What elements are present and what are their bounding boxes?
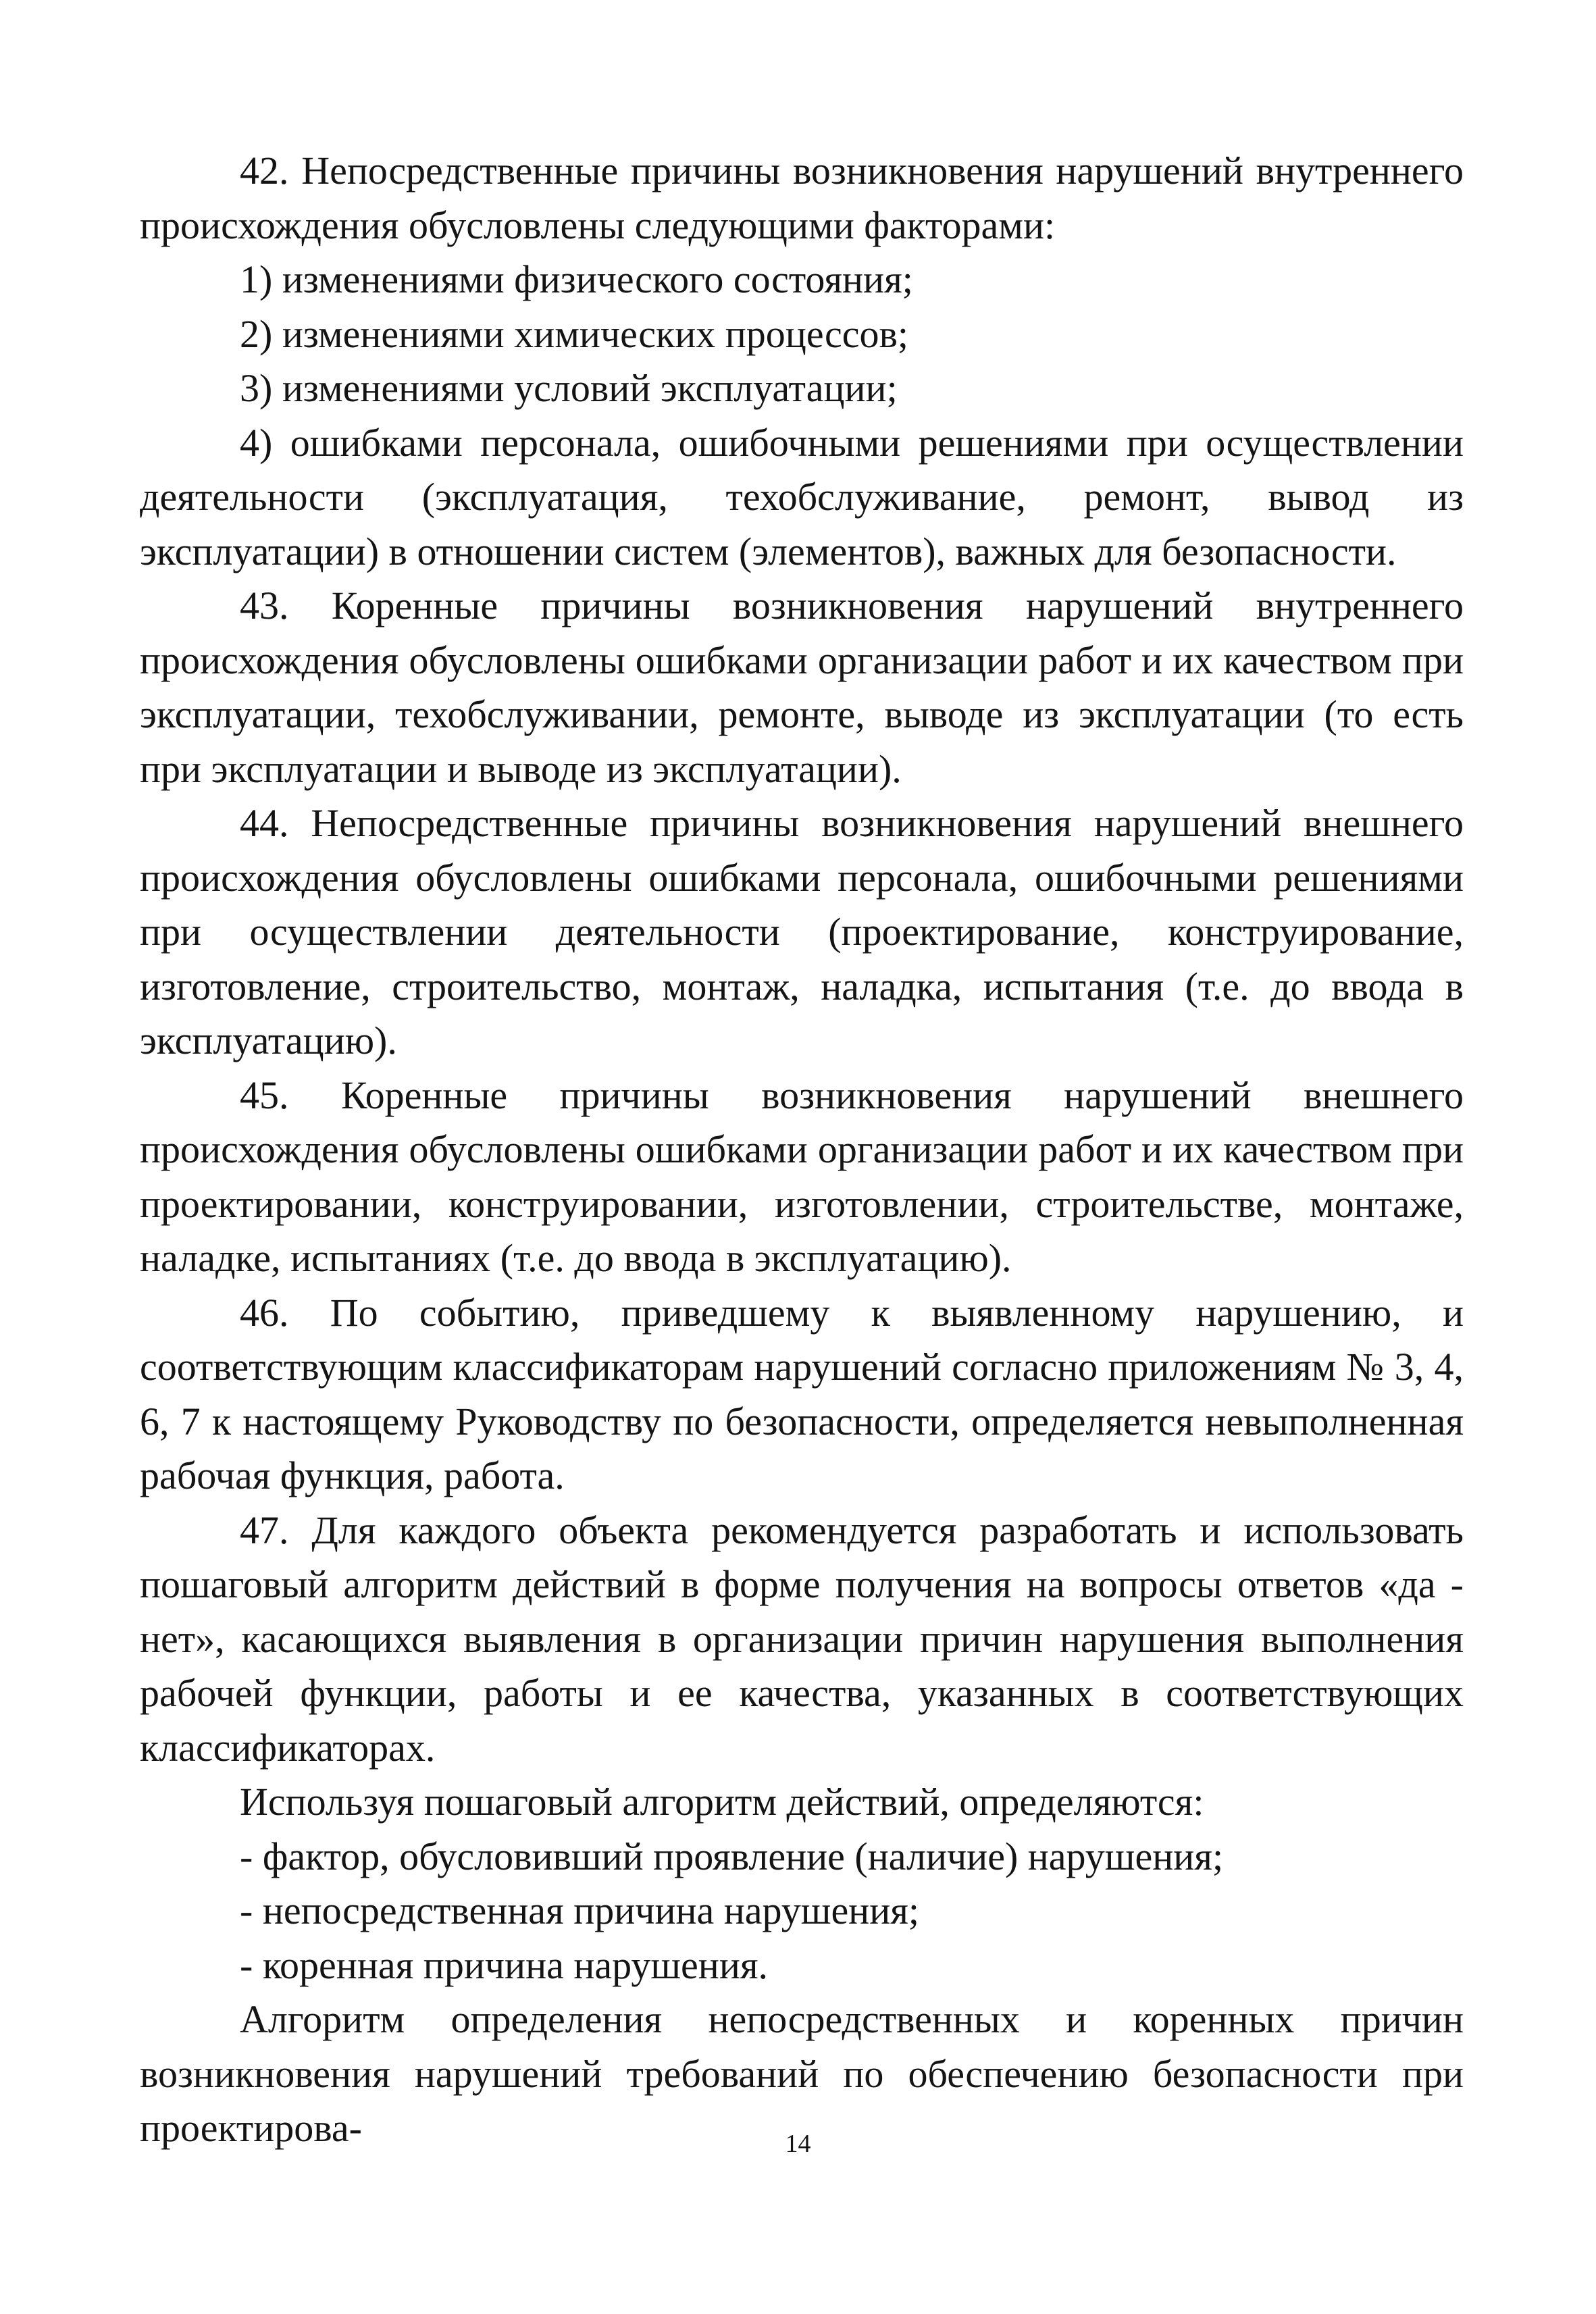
page-number: 14 <box>785 2130 811 2158</box>
list-item-1: 1) изменениями физического состояния; <box>240 257 913 301</box>
list-item-4: 4) ошибками персонала, ошибочными решениями при осуществлении деятельности (эксплуатация, техобслуживание, ремонт, вывод из эксплуатации) в отношении систем (элементов), важных для безопасности. <box>140 420 1464 573</box>
paragraph-46: 46. По событию, приведшему к выявленному нарушению, и соответствующим классификаторам нарушений согласно приложениям № 3, 4, 6, 7 к настоящему Руководству по безопасности, определяется невыполненная рабочая функция, работа. <box>140 1290 1464 1497</box>
dash-item-factor: - фактор, обусловивший проявление (наличие) нарушения; <box>240 1834 1224 1878</box>
list-item-3: 3) изменениями условий эксплуатации; <box>240 366 898 410</box>
algorithm-paragraph: Алгоритм определения непосредственных и коренных причин возникновения нарушений требований по обеспечению безопасности при проектирова- <box>140 1997 1464 2150</box>
paragraph-44: 44. Непосредственные причины возникновения нарушений внешнего происхождения обусловлены ошибками персонала, ошибочными решениями при осуществлении деятельности (проектирование, конструирование, изготовление, строительство, монтаж, наладка, испытания (т.е. до ввода в эксплуатацию). <box>140 801 1464 1062</box>
paragraph-42: 42. Непосредственные причины возникновения нарушений внутреннего происхождения обусловлены следующими факторами: <box>140 149 1464 247</box>
dash-item-direct-cause: - непосредственная причина нарушения; <box>240 1888 920 1932</box>
algorithm-intro: Используя пошаговый алгоритм действий, определяются: <box>240 1780 1204 1824</box>
paragraph-45: 45. Коренные причины возникновения нарушений внешнего происхождения обусловлены ошибками организации работ и их качеством при проектировании, конструировании, изготовлении, строительстве, монтаже, наладке, испытаниях (т.е. до ввода в эксплуатацию). <box>140 1073 1464 1280</box>
paragraph-47: 47. Для каждого объекта рекомендуется разработать и использовать пошаговый алгоритм действий в форме получения на вопросы ответов «да - нет», касающихся выявления в организации причин нарушения выполнения рабочей функции, работы и ее качества, указанных в соответствующих классификаторах. <box>140 1508 1464 1770</box>
list-item-2: 2) изменениями химических процессов; <box>240 311 909 356</box>
dash-item-root-cause: - коренная причина нарушения. <box>240 1943 769 1987</box>
body-text <box>140 144 1464 2156</box>
paragraph-43: 43. Коренные причины возникновения нарушений внутреннего происхождения обусловлены ошибками организации работ и их качеством при эксплуатации, техобслуживании, ремонте, выводе из эксплуатации (то есть при эксплуатации и выводе из эксплуатации). <box>140 584 1464 791</box>
